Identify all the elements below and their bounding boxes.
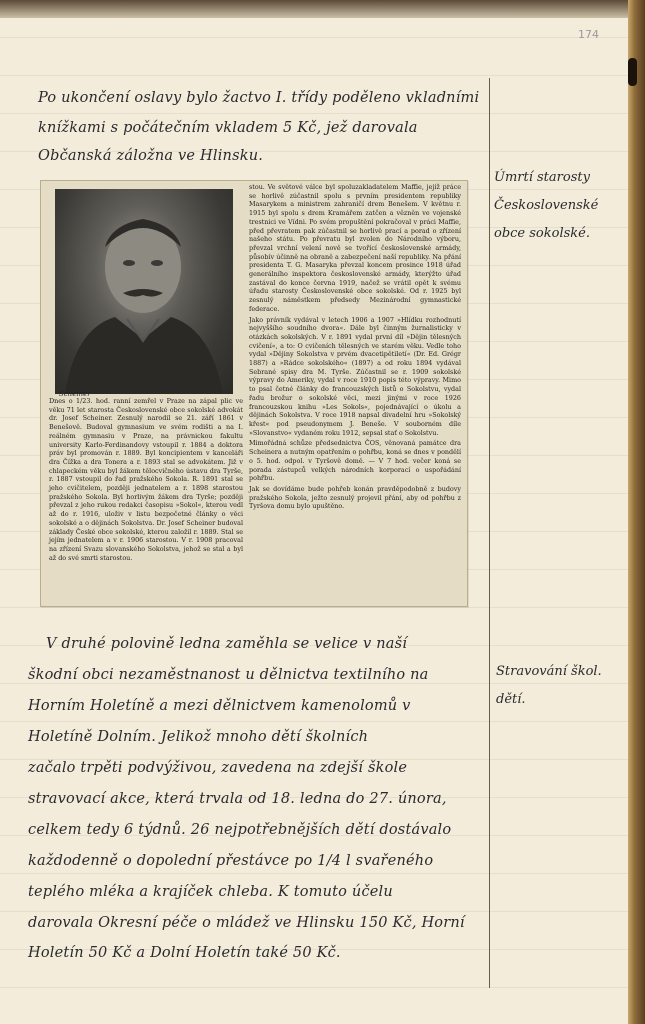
paragraph2-line-11: Holetín 50 Kč a Dolní Holetín také 50 Kč. [28, 945, 341, 961]
page-top-edge [0, 0, 628, 18]
paragraph2-line-6: stravovací akce, která trvala od 18. ledna do 27. února, [28, 791, 447, 807]
margin-note-1-line-2: Československé [494, 198, 599, 213]
paragraph1-line-1: Po ukončení oslavy bylo žactvo I. třídy poděleno vkladními [38, 90, 480, 106]
clipping-right-column [249, 183, 461, 511]
portrait-figure [55, 189, 233, 394]
paragraph1-line-2: knížkami s počátečním vkladem 5 Kč, jež darovala [38, 120, 418, 136]
paragraph2-line-2: škodní obci nezaměstnanost u dělnictva textilního na [28, 667, 429, 683]
margin-note-2-line-1: Stravování škol. [496, 664, 602, 679]
clipping-right-paragraph-2: Jako právník vydával v letech 1906 a 1907 »Hlídku rozhodnutí nejvyššího soudního dvora«. Dále byl činným žurnalisticky v otázkách sokolských. V r. 1891 vydal první díl »Dějin tělesných cvičení«, a to: O cvičeních tělesných ve starém věku. Vedle toho vydal »Dějiny Sokolstva v prvém dvacetipětiletí« (Dr. Ed. Grégr 1887) a »Rádce sokolského« (1897) a od roku 1894 vydával Sebrané spisy dra M. Tyrše. Zúčastnil se r. 1909 sokolské výpravy do Ameriky, vydal v roce 1910 popis této výpravy. Mimo to psal četné články do francouzských listů o Sokolstvu, vydal řadu brožur o sokolské věci, mezi jinými v roce 1926 francouzskou knihu »Les Sokols«, pojednávající o úkolu a dějinách Sokolstva. V roce 1918 napsal divadelní hru »Sokolský křest« pod pseudonymem J. Beneše. V souborném díle »Slovanstvo« vydaném roku 1912, sepsal stať o Sokolstvu. [249, 315, 461, 437]
photo-signature: Scheiner [59, 390, 91, 398]
margin-note-1-line-1: Úmrtí starosty [494, 170, 590, 185]
paragraph2-line-5: začalo trpěti podvýživou, zavedena na zdejší škole [28, 760, 408, 776]
margin-note-2-line-2: dětí. [496, 692, 526, 707]
page-number: 174 [578, 28, 599, 41]
paragraph2-line-3: Horním Holetíně a mezi dělnictvem kamenolomů v [28, 698, 411, 714]
book-spine [628, 0, 645, 1024]
clipping-left-column [49, 397, 243, 562]
paragraph2-line-9: teplého mléka a krajíček chleba. K tomuto účelu [28, 884, 393, 900]
paragraph2-line-8: každodenně o dopolední přestávce po 1/4 l svařeného [28, 853, 434, 869]
portrait-photo [55, 189, 233, 394]
clipping-left-text: Dnes o 1/23. hod. ranní zemřel v Praze na zápal plic ve věku 71 let starosta Československé obce sokolské advokát dr. Josef Scheiner. Zesnulý narodil se 21. září 1861 v Benešově. Budoval gymnasium ve svém rodišti a na I. reálném gymnasiu v Praze, na právnickou fakultu university Karlo-Ferdinandovy vstoupil r. 1884 a doktora práv byl promován r. 1889. Byl koncipientem v kanceláři dra Čížka a dra Tonera a r. 1893 stal se advokátem. Již v chlapeckém věku byl žákem tělocvičného ústavu dra Tyrše, r. 1887 vstoupil do řad pražského Sokola. R. 1891 stal se jeho cvičitelem, později jednatelem a r. 1898 starostou pražského Sokola. Byl horlivým žákem dra Tyrše; později převzal z jeho rukou redakci časopisu »Sokol«, kterou vedl až do r. 1916, uloživ v listu bezpočetné články o věci sokolské a o dějinách Sokolstva. Dr. Josef Scheiner budoval základy České obce sokolské, kterou založil r. 1889. Stal se jejím jednatelem a v r. 1906 starostou. V r. 1908 pracoval na zřízení Svazu slovanského Sokolstva, jehož se stal a byl až do své smrti starostou. [49, 397, 243, 562]
spine-binding-hole [628, 58, 637, 86]
paragraph1-line-3: Občanská záložna ve Hlinsku. [38, 148, 264, 164]
paragraph2-line-4: Holetíně Dolním. Jelikož mnoho dětí školních [28, 729, 369, 745]
paragraph2-line-1: V druhé polovině ledna zaměhla se velice v naší [46, 636, 408, 652]
margin-note-1-line-3: obce sokolské. [494, 226, 590, 241]
clipping-right-paragraph-3: Mimořádná schůze předsednictva ČOS, věnovaná památce dra Scheinera a nutným opatřením o pohřbu, koná se dnes v pondělí o 5. hod. odpol. v Tyršově domě. — V 7 hod. večer koná se porada zástupců velkých národních korporací o uspořádání pohřbu. [249, 439, 461, 483]
margin-rule [489, 78, 490, 988]
paragraph2-line-7: celkem tedy 6 týdnů. 26 nejpotřebnějších dětí dostávalo [28, 822, 452, 838]
newspaper-clipping [40, 180, 468, 607]
clipping-right-paragraph-1: stou. Ve světové válce byl spoluzakladatelem Maffie, jejíž práce se horlivě zúčastnil spolu s prvním presidentem republiky Masarykem a ministrem zahraničí drem Benešem. V květnu r. 1915 byl spolu s drem Kramářem zatčen a vězněn ve vojenské trestnici ve Vídni. Po svém propuštění pokračoval v práci Maffie, před převratem pak zúčastnil se horlivě prací a porad o zřízení našeho státu. Po převratu byl zvolen do Národního výboru, převzal vrchní velení nově se tvořící československé armády, působív účinně na obraně a zabezpečení naší republiky. Na přání presidenta T. G. Masaryka převzal koncem prosince 1918 úřad generálního inspektora československé armády, kterýžto úřad zastával do konce června 1919, načež se vrátil opět k svému úřadu starosty Československé obce sokolské. Od r. 1925 byl zesnulý náměstkem předsedy Mezinárodní gymnastické federace. [249, 183, 461, 313]
clipping-right-paragraph-4: Jak se dovídáme bude pohřeb konán pravděpodobně z budovy pražského Sokola, ježto zesnulý projevil přání, aby od pohřbu z Tyršova domu bylo upuštěno. [249, 484, 461, 511]
paragraph2-line-10: darovala Okresní péče o mládež ve Hlinsku 150 Kč, Horní [28, 915, 465, 931]
